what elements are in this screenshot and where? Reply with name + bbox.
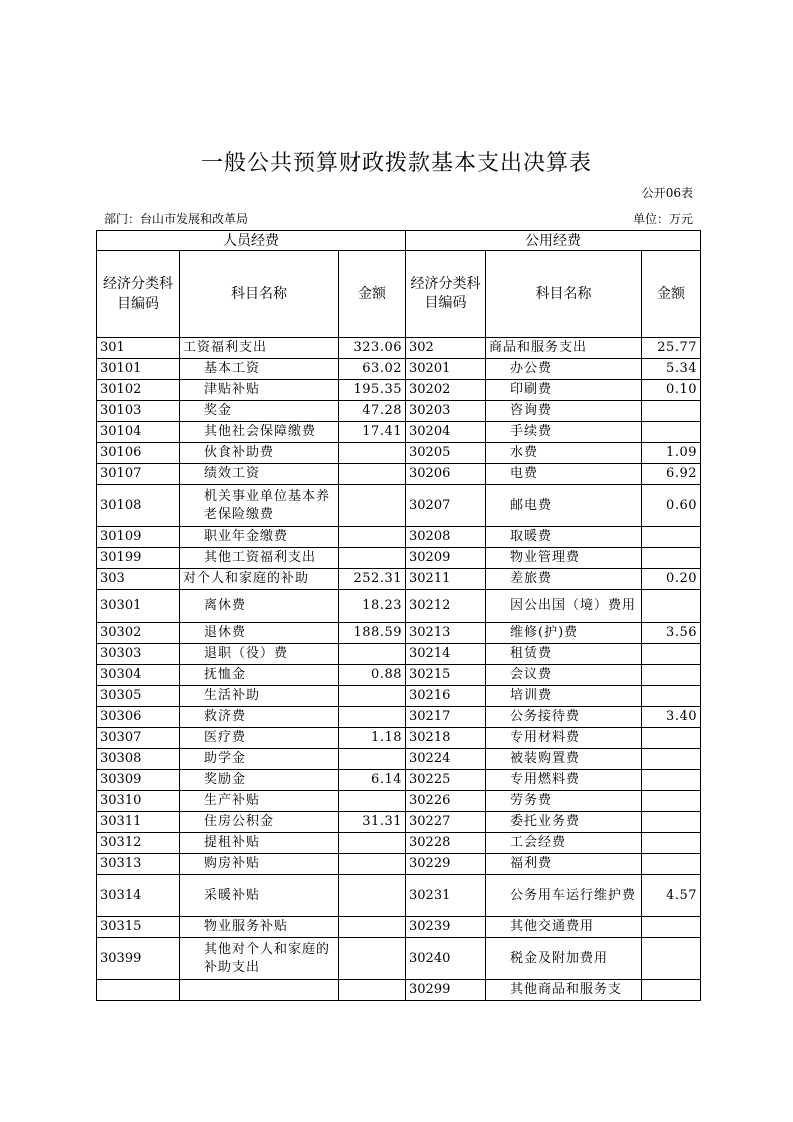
personnel-amount-cell — [339, 980, 406, 1001]
personnel-amount-cell: 31.31 — [339, 812, 406, 833]
personnel-name-cell: 采暖补贴 — [180, 875, 339, 917]
table-row — [97, 548, 701, 569]
public-name-cell: 办公费 — [486, 359, 642, 380]
public-name-cell: 专用燃料费 — [486, 770, 642, 791]
public-amount-cell — [642, 833, 701, 854]
table-row — [97, 938, 701, 980]
table-row — [97, 422, 701, 443]
public-amount-cell — [642, 728, 701, 749]
public-name-cell: 商品和服务支出 — [486, 338, 642, 359]
personnel-amount-cell — [339, 833, 406, 854]
personnel-name-cell: 对个人和家庭的补助 — [180, 569, 339, 590]
public-name-cell: 邮电费 — [486, 485, 642, 527]
name-column-header-right: 科目名称 — [486, 251, 642, 338]
personnel-code-cell: 30308 — [97, 749, 180, 770]
table-row — [97, 791, 701, 812]
public-name-cell: 福利费 — [486, 854, 642, 875]
table-row — [97, 980, 701, 1001]
personnel-code-cell: 30313 — [97, 854, 180, 875]
unit-label: 单位：万元 — [632, 212, 693, 226]
table-row — [97, 401, 701, 422]
public-name-cell: 其他交通费用 — [486, 917, 642, 938]
public-amount-cell — [642, 548, 701, 569]
public-code-cell: 30214 — [406, 644, 486, 665]
table-row — [97, 485, 701, 527]
table-row — [97, 443, 701, 464]
personnel-name-cell: 医疗费 — [180, 728, 339, 749]
personnel-name-cell: 职业年金缴费 — [180, 527, 339, 548]
personnel-code-cell: 30307 — [97, 728, 180, 749]
personnel-amount-cell — [339, 443, 406, 464]
personnel-code-cell: 30304 — [97, 665, 180, 686]
personnel-name-cell: 退职（役）费 — [180, 644, 339, 665]
personnel-amount-cell — [339, 707, 406, 728]
personnel-name-cell: 奖励金 — [180, 770, 339, 791]
personnel-amount-cell: 1.18 — [339, 728, 406, 749]
public-code-cell: 30208 — [406, 527, 486, 548]
personnel-name-cell: 伙食补助费 — [180, 443, 339, 464]
personnel-name-cell: 其他工资福利支出 — [180, 548, 339, 569]
personnel-amount-cell — [339, 875, 406, 917]
public-code-cell: 30215 — [406, 665, 486, 686]
personnel-code-cell: 30305 — [97, 686, 180, 707]
public-amount-cell: 3.40 — [642, 707, 701, 728]
table-row — [97, 464, 701, 485]
personnel-code-cell: 30301 — [97, 590, 180, 623]
public-amount-cell: 6.92 — [642, 464, 701, 485]
department-label: 部门：台山市发展和改革局 — [104, 212, 249, 226]
public-amount-cell — [642, 644, 701, 665]
personnel-amount-cell — [339, 854, 406, 875]
personnel-code-cell: 30309 — [97, 770, 180, 791]
public-code-cell: 30224 — [406, 749, 486, 770]
public-name-cell: 委托业务费 — [486, 812, 642, 833]
public-amount-cell — [642, 749, 701, 770]
table-row — [97, 359, 701, 380]
personnel-amount-cell — [339, 548, 406, 569]
public-name-cell: 取暖费 — [486, 527, 642, 548]
public-amount-cell — [642, 590, 701, 623]
personnel-name-cell: 抚恤金 — [180, 665, 339, 686]
public-code-cell: 30203 — [406, 401, 486, 422]
personnel-code-cell: 30315 — [97, 917, 180, 938]
personnel-code-cell: 30108 — [97, 485, 180, 527]
public-amount-cell: 5.34 — [642, 359, 701, 380]
personnel-name-cell: 助学金 — [180, 749, 339, 770]
personnel-amount-cell — [339, 791, 406, 812]
public-name-cell: 水费 — [486, 443, 642, 464]
public-amount-cell — [642, 422, 701, 443]
personnel-name-cell: 绩效工资 — [180, 464, 339, 485]
amount-column-header-right: 金额 — [642, 251, 701, 338]
personnel-code-cell: 30107 — [97, 464, 180, 485]
public-code-cell: 30299 — [406, 980, 486, 1001]
table-row — [97, 833, 701, 854]
personnel-code-cell: 30101 — [97, 359, 180, 380]
personnel-amount-cell — [339, 527, 406, 548]
table-row — [97, 749, 701, 770]
public-code-cell: 30209 — [406, 548, 486, 569]
public-name-cell: 印刷费 — [486, 380, 642, 401]
public-name-cell: 工会经费 — [486, 833, 642, 854]
personnel-name-cell: 退休费 — [180, 623, 339, 644]
public-code-cell: 30201 — [406, 359, 486, 380]
personnel-code-cell: 30310 — [97, 791, 180, 812]
code-column-header: 经济分类科目编码 — [97, 251, 180, 338]
public-amount-cell — [642, 401, 701, 422]
public-name-cell: 物业管理费 — [486, 548, 642, 569]
personnel-section-header: 人员经费 — [97, 231, 406, 251]
public-name-cell: 差旅费 — [486, 569, 642, 590]
public-amount-cell — [642, 938, 701, 980]
public-name-cell: 其他商品和服务支 — [486, 980, 642, 1001]
public-name-cell: 公务用车运行维护费 — [486, 875, 642, 917]
public-code-cell: 30206 — [406, 464, 486, 485]
public-code-cell: 30216 — [406, 686, 486, 707]
public-code-cell: 30213 — [406, 623, 486, 644]
table-number: 公开06表 — [641, 186, 693, 200]
public-code-cell: 30205 — [406, 443, 486, 464]
table-row — [97, 380, 701, 401]
public-amount-cell — [642, 812, 701, 833]
personnel-amount-cell: 323.06 — [339, 338, 406, 359]
personnel-amount-cell: 63.02 — [339, 359, 406, 380]
personnel-amount-cell — [339, 644, 406, 665]
public-name-cell: 被装购置费 — [486, 749, 642, 770]
personnel-amount-cell — [339, 686, 406, 707]
personnel-code-cell — [97, 980, 180, 1001]
personnel-code-cell: 30302 — [97, 623, 180, 644]
personnel-code-cell: 30199 — [97, 548, 180, 569]
personnel-name-cell — [180, 980, 339, 1001]
public-code-cell: 30212 — [406, 590, 486, 623]
public-amount-cell — [642, 665, 701, 686]
public-name-cell: 维修(护)费 — [486, 623, 642, 644]
public-code-cell: 30231 — [406, 875, 486, 917]
personnel-code-cell: 30306 — [97, 707, 180, 728]
public-name-cell: 培训费 — [486, 686, 642, 707]
public-amount-cell: 1.09 — [642, 443, 701, 464]
personnel-amount-cell — [339, 485, 406, 527]
public-code-cell: 30202 — [406, 380, 486, 401]
personnel-name-cell: 生产补贴 — [180, 791, 339, 812]
table-row — [97, 527, 701, 548]
personnel-amount-cell: 195.35 — [339, 380, 406, 401]
personnel-name-cell: 工资福利支出 — [180, 338, 339, 359]
personnel-name-cell: 物业服务补贴 — [180, 917, 339, 938]
personnel-amount-cell — [339, 938, 406, 980]
table-row — [97, 623, 701, 644]
public-amount-cell: 25.77 — [642, 338, 701, 359]
table-row — [97, 590, 701, 623]
personnel-amount-cell: 17.41 — [339, 422, 406, 443]
personnel-code-cell: 301 — [97, 338, 180, 359]
personnel-code-cell: 30103 — [97, 401, 180, 422]
personnel-name-cell: 奖金 — [180, 401, 339, 422]
personnel-name-cell: 购房补贴 — [180, 854, 339, 875]
public-code-cell: 30229 — [406, 854, 486, 875]
code-column-header-right: 经济分类科目编码 — [406, 251, 486, 338]
public-amount-cell — [642, 854, 701, 875]
personnel-amount-cell: 18.23 — [339, 590, 406, 623]
personnel-name-cell: 基本工资 — [180, 359, 339, 380]
expenditure-table — [96, 230, 701, 1001]
public-amount-cell — [642, 527, 701, 548]
personnel-code-cell: 30399 — [97, 938, 180, 980]
public-code-cell: 30211 — [406, 569, 486, 590]
public-name-cell: 专用材料费 — [486, 728, 642, 749]
personnel-amount-cell: 188.59 — [339, 623, 406, 644]
public-code-cell: 30239 — [406, 917, 486, 938]
personnel-code-cell: 30311 — [97, 812, 180, 833]
personnel-name-cell: 救济费 — [180, 707, 339, 728]
personnel-code-cell: 30303 — [97, 644, 180, 665]
personnel-name-cell: 提租补贴 — [180, 833, 339, 854]
public-name-cell: 劳务费 — [486, 791, 642, 812]
personnel-name-cell: 住房公积金 — [180, 812, 339, 833]
name-column-header: 科目名称 — [180, 251, 339, 338]
public-code-cell: 30218 — [406, 728, 486, 749]
public-amount-cell: 0.60 — [642, 485, 701, 527]
personnel-name-cell: 津贴补贴 — [180, 380, 339, 401]
personnel-amount-cell: 252.31 — [339, 569, 406, 590]
public-amount-cell: 0.10 — [642, 380, 701, 401]
public-name-cell: 公务接待费 — [486, 707, 642, 728]
personnel-code-cell: 30104 — [97, 422, 180, 443]
public-amount-cell: 3.56 — [642, 623, 701, 644]
table-row — [97, 686, 701, 707]
public-code-cell: 30227 — [406, 812, 486, 833]
public-amount-cell — [642, 770, 701, 791]
public-code-cell: 30228 — [406, 833, 486, 854]
table-row — [97, 812, 701, 833]
public-code-cell: 30217 — [406, 707, 486, 728]
page-title: 一般公共预算财政拨款基本支出决算表 — [200, 151, 592, 176]
personnel-amount-cell: 47.28 — [339, 401, 406, 422]
personnel-code-cell: 30106 — [97, 443, 180, 464]
public-name-cell: 税金及附加费用 — [486, 938, 642, 980]
table-row — [97, 569, 701, 590]
public-amount-cell — [642, 791, 701, 812]
public-amount-cell — [642, 980, 701, 1001]
public-section-header: 公用经费 — [406, 231, 701, 251]
personnel-amount-cell — [339, 917, 406, 938]
public-name-cell: 租赁费 — [486, 644, 642, 665]
personnel-code-cell: 30109 — [97, 527, 180, 548]
public-name-cell: 咨询费 — [486, 401, 642, 422]
personnel-code-cell: 30102 — [97, 380, 180, 401]
personnel-amount-cell — [339, 749, 406, 770]
public-name-cell: 手续费 — [486, 422, 642, 443]
personnel-code-cell: 303 — [97, 569, 180, 590]
table-row — [97, 875, 701, 917]
table-row — [97, 644, 701, 665]
personnel-name-cell: 离休费 — [180, 590, 339, 623]
table-body — [97, 231, 701, 1001]
personnel-amount-cell: 0.88 — [339, 665, 406, 686]
public-amount-cell: 4.57 — [642, 875, 701, 917]
personnel-amount-cell — [339, 464, 406, 485]
table-row — [97, 917, 701, 938]
table-row — [97, 665, 701, 686]
personnel-code-cell: 30312 — [97, 833, 180, 854]
public-code-cell: 30207 — [406, 485, 486, 527]
table-row — [97, 338, 701, 359]
public-code-cell: 30240 — [406, 938, 486, 980]
personnel-name-cell: 生活补助 — [180, 686, 339, 707]
personnel-code-cell: 30314 — [97, 875, 180, 917]
public-amount-cell — [642, 686, 701, 707]
public-code-cell: 30225 — [406, 770, 486, 791]
personnel-amount-cell: 6.14 — [339, 770, 406, 791]
public-name-cell: 会议费 — [486, 665, 642, 686]
public-name-cell: 因公出国（境）费用 — [486, 590, 642, 623]
personnel-name-cell: 机关事业单位基本养老保险缴费 — [180, 485, 339, 527]
table-row — [97, 854, 701, 875]
table-row — [97, 770, 701, 791]
public-code-cell: 302 — [406, 338, 486, 359]
personnel-name-cell: 其他对个人和家庭的补助支出 — [180, 938, 339, 980]
table-row — [97, 728, 701, 749]
public-amount-cell — [642, 917, 701, 938]
personnel-name-cell: 其他社会保障缴费 — [180, 422, 339, 443]
public-code-cell: 30204 — [406, 422, 486, 443]
amount-column-header: 金额 — [339, 251, 406, 338]
public-amount-cell: 0.20 — [642, 569, 701, 590]
public-name-cell: 电费 — [486, 464, 642, 485]
table-row — [97, 707, 701, 728]
public-code-cell: 30226 — [406, 791, 486, 812]
